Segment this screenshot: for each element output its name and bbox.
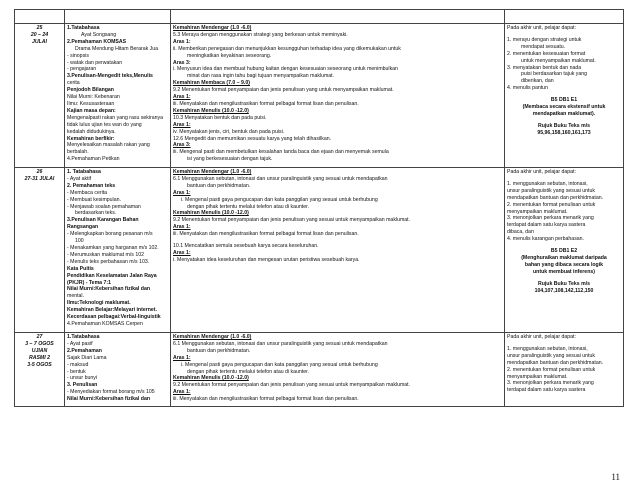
text-line: Pendidikan Keselamatan Jalan Raya <box>67 272 157 279</box>
text-line: Aras 1: <box>173 224 191 231</box>
text-line: - Membuat kesimpulan. <box>67 196 121 203</box>
text-line: 4.Pemahaman Petikan <box>67 156 120 163</box>
week-dates: 3 – 7 OGOS <box>25 340 54 347</box>
text-line: puisi berdasarkan tajuk yang <box>521 71 588 78</box>
text-line: B5 DB1 E1 <box>550 97 578 104</box>
text-line: dengan pihak tertentu melalui telefon atau di kaunter. <box>187 203 309 210</box>
week-cell <box>15 168 65 333</box>
text-line: Kecerdasan pelbagai:Verbal-linguistik <box>67 314 161 321</box>
text-line: - Menakamkan yang harganan m/s 102. <box>67 244 159 251</box>
week-dates: 20 – 24 <box>30 31 49 38</box>
text-line: 3.Penulisan-Mengedit teks,Menulis <box>67 73 153 80</box>
text-line: iii. Menyatakan dan mengilustrasikan format pelbagai format lisan dan penulisan. <box>173 100 359 107</box>
text-line: 3. menyatakan bentuk dan nada <box>507 64 582 71</box>
week-dates: 27-31 JULAI <box>24 175 55 182</box>
text-line: dengan pihak tertentu melalui telefon atau di kaunter. <box>187 368 309 375</box>
text-line: bantuan dan perkhidmatan. <box>187 182 251 189</box>
text-line: dibaca, dan <box>507 229 534 236</box>
week-cell <box>15 333 65 407</box>
week-number: 26 <box>36 169 43 175</box>
outcomes-cell <box>505 168 624 333</box>
text-line: 1.Tatabahasa <box>67 25 100 31</box>
text-line: (Membaca secara ekstensif untuk <box>522 104 606 111</box>
text-line: terdapat dalam satu karya sastera <box>507 387 586 394</box>
text-line: Pada akhir unit, pelajar dapat: <box>507 334 576 340</box>
text-line: bantuan dan perkhidmatan. <box>187 347 251 354</box>
text-line: 6.1 Menggunakan sebutan, intonasi dan unsur paralinguistik yang sesuai untuk mendapatkan <box>173 340 388 347</box>
text-line: 2. menentukan kesesuaian format <box>507 50 586 57</box>
text-line: Aras 1: <box>173 94 191 101</box>
text-line: 2.Pemahaman KOMSAS <box>67 38 127 45</box>
text-line: terdapat dalam satu karya sastera <box>507 222 586 229</box>
week-note: 3-5 OGOS <box>27 361 52 368</box>
text-line: i. Menyusun idea dan membuat hubung kaitan dengan kesesuaian seseorang untuk menimbulkan <box>173 66 398 73</box>
text-line: Sajak Diari Lama <box>67 354 107 361</box>
text-line: Rujuk Buku Teks m/s <box>537 122 591 129</box>
text-line: 4. menulis pantun <box>507 85 548 92</box>
week-month: JULAI <box>32 38 47 45</box>
text-line: 9.2 Menentukan format penyampaian dan jenis penulisan yang sesuai untuk menyampaikan maklumat. <box>173 382 411 389</box>
text-line: - pengajaran <box>67 66 97 73</box>
topic-cell <box>65 168 171 333</box>
text-line: Kemahiran berfikir: <box>67 135 115 142</box>
text-line: berdasarkan teks. <box>75 210 117 217</box>
text-line: 1. menggunakan sebutan, intonasi, <box>507 180 588 187</box>
text-line: Ayat Songsang <box>81 31 117 38</box>
text-line: Nilai Murni: Kebenaran <box>67 94 120 101</box>
text-line: cerita <box>67 80 80 87</box>
text-line: 12.6 Mengedit dan memurnikan sesuatu karya yang telah dihasilkan. <box>173 135 332 142</box>
text-line: Aras 1: <box>173 189 191 196</box>
text-line: 6.1 Menggunakan sebutan, intonasi dan unsur paralinguistik yang sesuai untuk mendapatkan <box>173 175 388 182</box>
page-number: 11 <box>611 472 620 482</box>
text-line: (PKJR) - Tema 7:1 <box>67 279 112 286</box>
text-line: - watak dan perwatakan <box>67 59 123 66</box>
text-line: 1. menggunakan sebutan, intonasi, <box>507 345 588 352</box>
week-note: UJIAN <box>31 347 48 354</box>
text-line: untuk menyampaikan maklumat. <box>521 57 596 64</box>
text-line: i. Mengenal pasti gaya pengucapan dan kata panggilan yang sesuai untuk berhubung <box>181 361 378 368</box>
text-line: 1. Tatabahasa <box>67 169 101 175</box>
text-line: Penjodoh Bilangan <box>67 87 114 94</box>
skills-cell <box>171 333 505 407</box>
text-line: 10.1 Mencatatkan semula sesebuah karya secara keseluruhan. <box>173 243 319 250</box>
text-line: mendapatkan bantuan dan perkhidmatan. <box>507 194 604 201</box>
text-line: - Ayat aktif <box>67 175 92 182</box>
text-line: Aras 1: <box>173 389 191 396</box>
text-line: Pada akhir unit, pelajar dapat: <box>507 25 576 31</box>
text-line: Rujuk Buku Teks m/s <box>537 280 591 287</box>
text-line: Kemahiran Menulis (10.0 -12.0) <box>173 107 249 114</box>
text-line: Aras 3: <box>173 142 191 149</box>
table-row <box>15 24 624 168</box>
text-line: 3. menonjolkan perkara menarik yang <box>507 215 594 222</box>
header-cell-topic <box>65 10 171 24</box>
text-line: 3. Penulisan <box>67 382 98 389</box>
text-line: menyampaikan maklumat. <box>507 373 568 380</box>
text-line: 104,107,108,142,112,150 <box>534 287 594 294</box>
table-row <box>15 333 624 407</box>
text-line: berbalah. <box>67 149 89 156</box>
skills-cell <box>171 168 505 333</box>
skills-cell <box>171 24 505 168</box>
text-line: isi yang berkesesuaian dengan tajuk. <box>187 156 273 163</box>
week-note: RASMI 2 <box>28 354 51 361</box>
text-line: unsur paralinguistik yang sesuai untuk <box>507 352 595 359</box>
text-line: 9.2 Menentukan format penyampaian dan jenis penulisan yang untuk menyampaikan maklumat. <box>173 87 394 94</box>
text-line: unsur paralinguistik yang sesuai untuk <box>507 187 595 194</box>
text-line: Kemahiran Mendengar (1.0 -6.0) <box>173 334 252 340</box>
text-line: meningkatkan keyakinan seseorang. <box>187 52 272 59</box>
text-line: mendapat sesuatu. <box>521 43 566 50</box>
outcomes-cell <box>505 333 624 407</box>
text-line: 3.Penulisan Karangan Bahan <box>67 217 139 224</box>
lesson-plan-table <box>14 9 624 407</box>
text-line: 4.Pemahaman KOMSAS Cerpen <box>67 320 143 327</box>
text-line: 10.3 Menyatakan bentuk dan pada puisi. <box>173 114 267 121</box>
text-line: i. Mengenal pasti gaya pengucapan dan kata panggilan yang sesuai untuk berhubung <box>181 196 378 203</box>
text-line: ii. Memberikan penegasan dan menunjukkan kesungguhan terhadap idea yang dikemukakan untuk <box>173 45 401 52</box>
text-line: - unsur bunyi <box>67 375 97 382</box>
text-line: 1. merayu dengan strategi untuk <box>507 36 582 43</box>
text-line: - sinopsis <box>67 52 89 59</box>
text-line: Aras 1: <box>173 38 191 45</box>
text-line: mendapatkan bantuan dan perkhidmatan. <box>507 359 604 366</box>
text-line: 3. menonjolkan perkara menarik yang <box>507 380 594 387</box>
text-line: Mengenalpasti rakan yang rasu sekiranya <box>67 114 164 121</box>
text-line: Drama Mendung Hitam Berarak Jua <box>75 45 159 52</box>
text-line: iv. Menyatakan jenis, ciri, bentuk dan pada puisi. <box>173 128 285 135</box>
week-number: 27 <box>36 334 43 340</box>
text-line: 5.3 Meraya dengan menggunakan strategi yang berkesan untuk meminyaki. <box>173 31 348 38</box>
text-line: iii. Menyatakan dan mengilustrasikan format pelbagai format lisan dan penulisan. <box>173 396 359 403</box>
text-line: Aras 1: <box>173 121 191 128</box>
text-line: Kemahiran Menulis (10.0 -12.0) <box>173 210 249 217</box>
text-line: 2. menentukan format penulisan untuk <box>507 201 596 208</box>
text-line: Kemahiran Belajar:Melayari internet. <box>67 307 157 314</box>
text-line: 2.Pemahaman <box>67 347 102 354</box>
table-row <box>15 168 624 333</box>
text-line: 2. menentukan format penulisan untuk <box>507 366 596 373</box>
text-line: - Melengkapkan borang pesanan m/s <box>67 231 153 238</box>
text-line: Aras 1: <box>173 354 191 361</box>
text-line: - Menyediakan format borang m/s 105 <box>67 389 155 396</box>
text-line: Kemahiran Menulis (10.0 -12.0) <box>173 375 249 382</box>
text-line: Nilai Murni:Kebersihan fizikal dan <box>67 286 151 293</box>
header-cell-outcomes <box>505 10 624 24</box>
header-cell-week <box>15 10 65 24</box>
text-line: Menyelesaikan masalah rakan yang <box>67 142 150 149</box>
text-line: - Menjawab soalan pemahaman <box>67 203 141 210</box>
text-line: iii. Menyatakan dan mengilustrasikan format pelbagai format lisan dan penulisan. <box>173 231 359 238</box>
text-line: - Membaca cerita <box>67 189 108 196</box>
text-line: Aras 1: <box>173 249 191 256</box>
text-line: kedalah didudukinya. <box>67 128 116 135</box>
text-line: - maksud <box>67 361 89 368</box>
text-line: Pada akhir unit, pelajar dapat: <box>507 169 576 175</box>
text-line: 2. Pemahaman teks <box>67 182 116 189</box>
text-line: Kata Puitis <box>67 265 94 272</box>
text-line: menyampaikan maklumat. <box>507 208 568 215</box>
text-line: Kemahiran Mendengar (1.0 -6.0) <box>173 25 252 31</box>
topic-cell <box>65 24 171 168</box>
text-line: - Merumuskan maklumat m/s 102 <box>67 251 144 258</box>
text-line: mendapatkan maklumat). <box>532 110 596 117</box>
text-line: - Menulis teks perbahasan m/s 103. <box>67 258 150 265</box>
text-line: 9.2 Menentukan format penyampaian dan jenis penulisan yang sesuai untuk menyampaikan maklumat. <box>173 217 411 224</box>
text-line: tidak lulus ujian tes wan do yang <box>67 121 142 128</box>
text-line: 1.Tatabahasa <box>67 334 100 340</box>
text-line: Ilmu: Kesusasteraan <box>67 100 115 107</box>
header-cell-skills <box>171 10 505 24</box>
text-line: untuk membuat inferens) <box>533 268 595 275</box>
text-line: B5 DB1 E2 <box>550 248 578 255</box>
week-cell <box>15 24 65 168</box>
text-line: Kemahiran Membaca (7.0 – 9.0) <box>173 80 250 87</box>
text-line: Kajian masa depan: <box>67 107 116 114</box>
text-line: Nilai Murni:Kebersihan fizikal dan <box>67 396 151 403</box>
text-line: (Menghuraikan maklumat daripada <box>521 254 607 261</box>
header-row <box>15 10 624 24</box>
text-line: minat dan rasa ingin tahu bagi tujuan menyampaikan maklumat. <box>187 73 335 80</box>
text-line: Aras 3: <box>173 59 191 66</box>
text-line: - Ayat pasif <box>67 340 93 347</box>
text-line: iii. Mengenal pasti dan membetulkan kesalahan tanda baca dan ejaan dan menyemak semula <box>173 149 389 156</box>
text-line: Ilmu:Teknologi maklumat. <box>67 300 131 307</box>
topic-cell <box>65 333 171 407</box>
text-line: diberikan, dan <box>521 78 554 85</box>
week-number: 25 <box>36 25 43 31</box>
text-line: - bentuk <box>67 368 86 375</box>
text-line: i. Menyatakan idea keseluruhan dan mengesan urutan peristiwa sesebuah karya. <box>173 256 360 263</box>
text-line: Kemahiran Mendengar (1.0 -6.0) <box>173 169 252 175</box>
text-line: bahan yang dibaca secara logik <box>524 261 604 268</box>
text-line: Rangsangan <box>67 224 99 231</box>
text-line: mental. <box>67 293 85 300</box>
outcomes-cell <box>505 24 624 168</box>
text-line: 100 <box>75 238 84 245</box>
text-line: 4. menulis karangan perbahasan. <box>507 236 584 243</box>
text-line: 95,96,158,160,161,173 <box>537 129 591 136</box>
